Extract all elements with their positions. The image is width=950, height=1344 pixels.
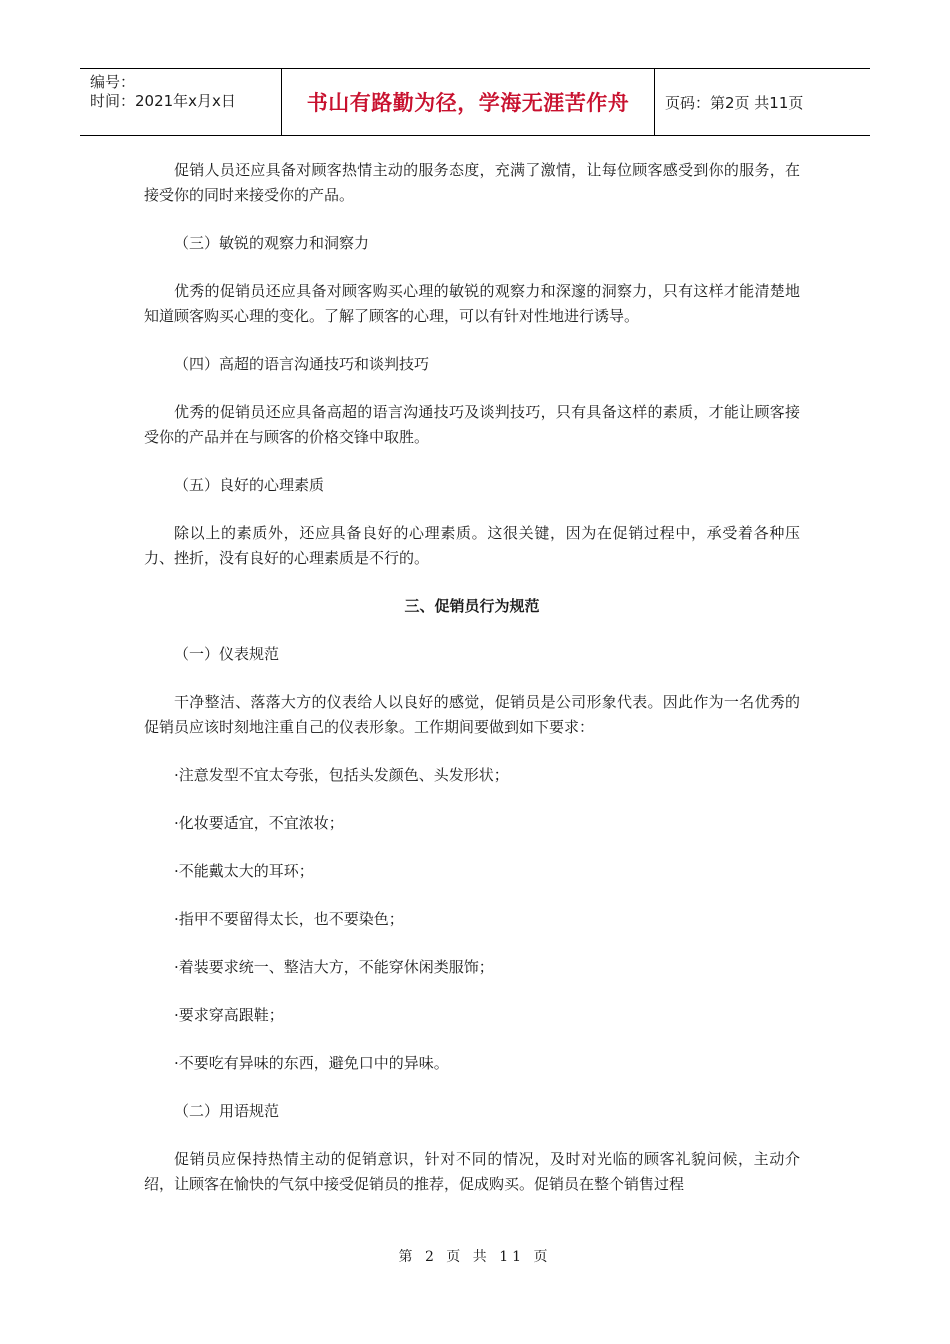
- section-heading: 三、促销员行为规范: [404, 597, 540, 615]
- paragraph: 促销人员还应具备对顾客热情主动的服务态度，充满了激情，让每位顾客感受到你的服务，在接受你的同时来接受你的产品。: [144, 161, 800, 204]
- subheading: （四）高超的语言沟通技巧和谈判技巧: [174, 355, 430, 373]
- paragraph: 除以上的素质外，还应具备良好的心理素质。这很关键，因为在促销过程中，承受着各种压力、挫折，没有良好的心理素质是不行的。: [144, 524, 800, 567]
- paragraph: 干净整洁、落落大方的仪表给人以良好的感觉，促销员是公司形象代表。因此作为一名优秀的促销员应该时刻地注重自己的仪表形象。工作期间要做到如下要求：: [144, 693, 800, 736]
- header-motto: 书山有路勤为径，学海无涯苦作舟: [282, 69, 655, 135]
- bullet-item: ·指甲不要留得太长，也不要染色；: [174, 910, 404, 928]
- bullet-item: ·要求穿高跟鞋；: [174, 1006, 284, 1024]
- bullet-item: ·不能戴太大的耳环；: [174, 862, 314, 880]
- header-page-info: 页码：第2页 共11页: [665, 93, 804, 112]
- subheading: （二）用语规范: [174, 1102, 280, 1120]
- paragraph: 优秀的促销员还应具备高超的语言沟通技巧及谈判技巧，只有具备这样的素质，才能让顾客接受你的产品并在与顾客的价格交锋中取胜。: [144, 403, 800, 446]
- subheading: （三）敏锐的观察力和洞察力: [174, 234, 370, 252]
- header-meta: [80, 69, 282, 135]
- page-footer: 第 2 页 共 11 页: [398, 1249, 552, 1265]
- date-label: 时间：2021年x月x日: [90, 92, 236, 110]
- paragraph: 促销员应保持热情主动的促销意识，针对不同的情况，及时对光临的顾客礼貌问候，主动介绍，让顾客在愉快的气氛中接受促销员的推荐，促成购买。促销员在整个销售过程: [144, 1150, 800, 1193]
- bullet-item: ·着装要求统一、整洁大方，不能穿休闲类服饰；: [174, 958, 494, 976]
- bullet-item: ·注意发型不宜太夸张，包括头发颜色、头发形状；: [174, 766, 509, 784]
- bullet-item: ·化妆要适宜，不宜浓妆；: [174, 814, 344, 832]
- number-label: 编号：: [90, 73, 136, 91]
- paragraph: 优秀的促销员还应具备对顾客购买心理的敏锐的观察力和深邃的洞察力，只有这样才能清楚地知道顾客购买心理的变化。了解了顾客的心理，可以有针对性地进行诱导。: [144, 282, 800, 325]
- bullet-item: ·不要吃有异味的东西，避免口中的异味。: [174, 1054, 449, 1072]
- subheading: （五）良好的心理素质: [174, 476, 325, 494]
- subheading: （一）仪表规范: [174, 645, 280, 663]
- document-header: [80, 68, 870, 136]
- document-body: [144, 158, 800, 1220]
